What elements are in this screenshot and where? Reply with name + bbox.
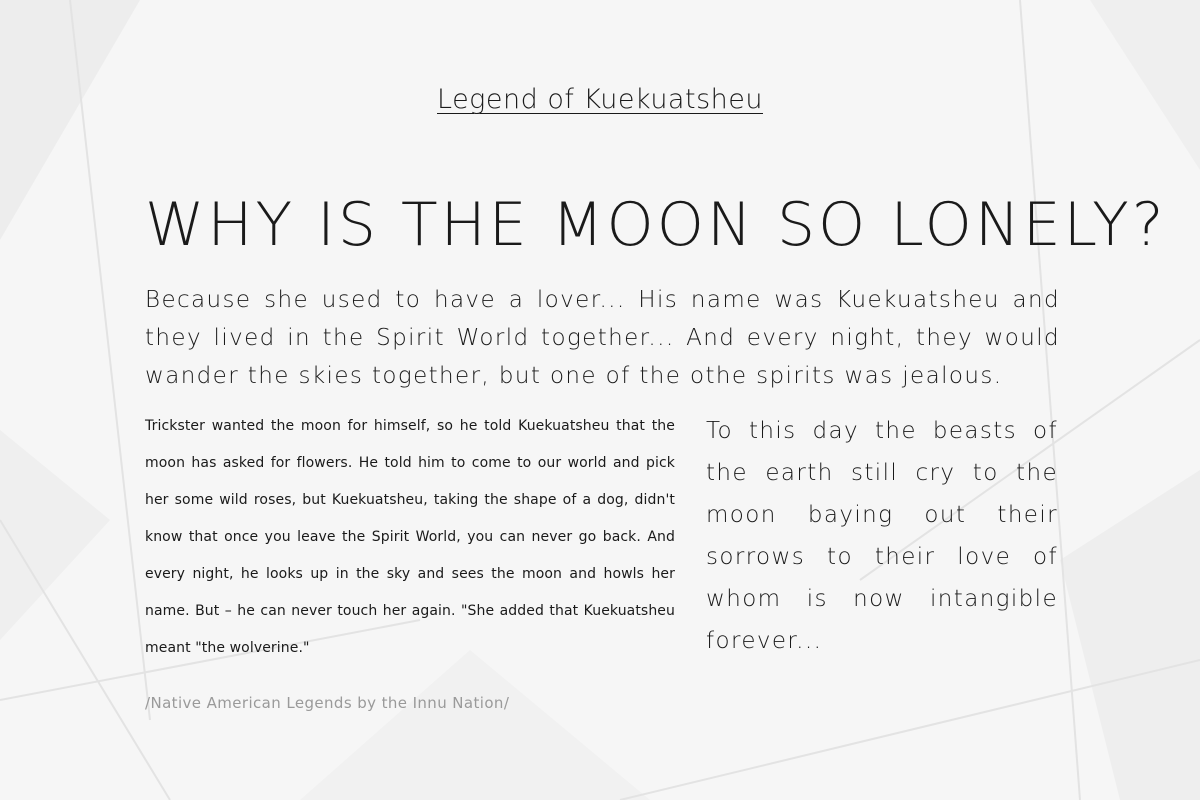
story-paragraph: Trickster wanted the moon for himself, so he told Kuekuatsheu that the moon has asked for flowers. He told him to come to our world and pick her some wild roses, but Kuekuatsheu, taking the shape of a dog, didn't know that once you leave the Spirit World, you can never go back. And every night, he looks up in the sky and sees the moon and howls her name. But – he can never touch her again. "She added that Kuekuatsheu meant "the wolverine." [145, 418, 675, 656]
legend-title-text: Legend of Kuekuatsheu [437, 84, 763, 115]
main-headline: WHY IS THE MOON SO LONELY? [145, 190, 1167, 260]
lead-paragraph: Because she used to have a lover... His name was Kuekuatsheu and they lived in the Spirit World together... And every night, they would wander the skies together, but one of the othe spirits was jealous. [145, 287, 1060, 389]
source-credit: /Native American Legends by the Innu Nation/ [145, 694, 510, 712]
legend-title [0, 84, 1200, 115]
pull-quote: To this day the beasts of the earth still cry to the moon baying out their sorrows to their love of whom is now intangible forever... [706, 418, 1058, 654]
